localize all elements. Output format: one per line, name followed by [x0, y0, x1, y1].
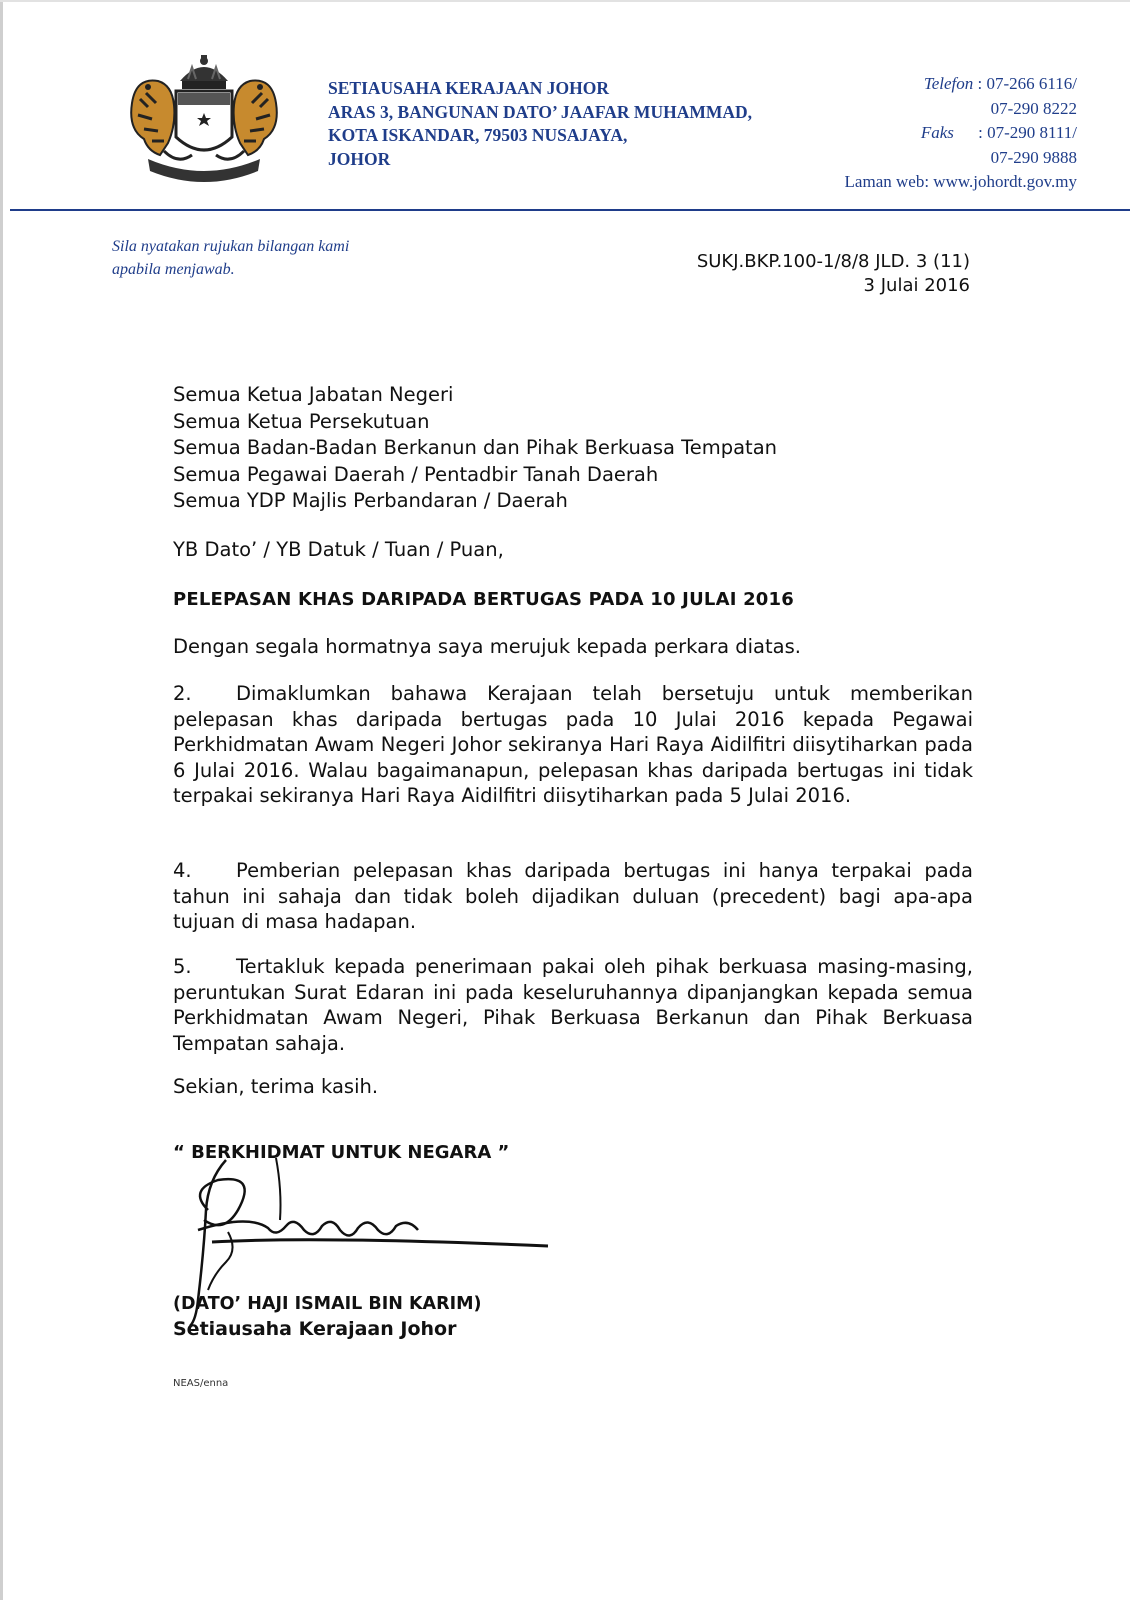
shield-icon: [176, 91, 232, 150]
letter-date: 3 Julai 2016: [863, 275, 970, 296]
right-tiger-icon: [234, 80, 277, 155]
recipient-item: Semua Pegawai Daerah / Pentadbir Tanah Daerah: [173, 462, 659, 486]
reference-number: SUKJ.BKP.100-1/8/8 JLD. 3 (11): [696, 251, 970, 272]
agency-line: SETIAUSAHA KERAJAAN JOHOR: [328, 78, 610, 98]
signer-name: (DATO’ HAJI ISMAIL BIN KARIM): [173, 1294, 482, 1314]
page-top-edge: [0, 0, 1130, 2]
faks-number-1: : 07-290 8111/: [978, 123, 1077, 142]
reference-initials: NEAS/enna: [173, 1378, 229, 1389]
reference-note: [112, 235, 442, 281]
paragraph-text: Pemberian pelepasan khas daripada bertugas ini hanya terpakai pada tahun ini sahaja dan tidak boleh dijadikan duluan (precedent) bagi apa-apa tujuan di masa hadapan.: [173, 859, 973, 934]
paragraph-text: Tertakluk kepada penerimaan pakai oleh pihak berkuasa masing-masing, peruntukan Surat Edaran ini pada keseluruhannya dipanjangkan kepada semua Perkhidmatan Awam Negeri, Pihak Berkuasa Berkanun dan Pihak Berkuasa Tempatan sahaja.: [173, 955, 973, 1055]
agency-line: JOHOR: [328, 148, 391, 169]
salutation: YB Dato’ / YB Datuk / Tuan / Puan,: [173, 538, 504, 561]
intro-paragraph: Dengan segala hormatnya saya merujuk kepada perkara diatas.: [173, 635, 801, 658]
contact-block: [780, 72, 1077, 195]
telefon-number-2: 07-290 8222: [990, 98, 1077, 118]
paragraph-number: 2.: [173, 682, 192, 705]
paragraph-2: [173, 681, 973, 809]
paragraph-4: [173, 858, 973, 935]
faks-number-2: 07-290 9888: [990, 147, 1077, 167]
telefon-label: Telefon: [923, 74, 974, 93]
faks-row: [780, 121, 1077, 146]
johor-crest-logo: [118, 55, 290, 185]
recipient-item: Semua Ketua Persekutuan: [173, 409, 430, 433]
recipient-item: Semua Ketua Jabatan Negeri: [173, 383, 454, 406]
agency-address: [328, 77, 808, 171]
scroll-icon: [148, 151, 260, 182]
recipients-list: [173, 382, 973, 515]
paragraph-text: Dimaklumkan bahawa Kerajaan telah bersetuju untuk memberikan pelepasan khas daripada bertugas pada 10 Julai 2016 kepada Pegawai Perkhidmatan Awam Negeri Johor sekiranya Hari Raya Aidilfitri diisytiharkan pada 6 Julai 2016. Walau bagaimanapun, pelepasan khas daripada bertugas ini tidak terpakai sekiranya Hari Raya Aidilfitri diisytiharkan pada 5 Julai 2016.: [173, 682, 973, 808]
reference-note-line: apabila menjawab.: [112, 261, 235, 278]
reference-note-line: Sila nyatakan rujukan bilangan kami: [112, 238, 350, 255]
agency-line: KOTA ISKANDAR, 79503 NUSAJAYA,: [328, 125, 628, 145]
telefon-number-1: : 07-266 6116/: [977, 74, 1077, 93]
recipient-item: Semua YDP Majlis Perbandaran / Daerah: [173, 489, 568, 512]
reference-block: [600, 250, 970, 298]
signer-title: Setiausaha Kerajaan Johor: [173, 1318, 457, 1340]
page-left-edge: [0, 0, 3, 1600]
paragraph-number: 5.: [173, 955, 192, 978]
website: Laman web: www.johordt.gov.my: [844, 172, 1077, 191]
subject-heading: PELEPASAN KHAS DARIPADA BERTUGAS PADA 10 JULAI 2016: [173, 589, 794, 610]
faks-label: Faks: [920, 123, 954, 142]
telefon-row: [780, 72, 1077, 97]
closing-line: Sekian, terima kasih.: [173, 1075, 379, 1098]
header-divider: [10, 209, 1130, 211]
agency-line: ARAS 3, BANGUNAN DATO’ JAAFAR MUHAMMAD,: [328, 101, 753, 122]
crown-icon: [180, 55, 228, 89]
motto: “ BERKHIDMAT UNTUK NEGARA ”: [173, 1142, 510, 1163]
paragraph-5: [173, 954, 973, 1056]
paragraph-number: 4.: [173, 859, 192, 882]
left-tiger-icon: [131, 80, 174, 155]
recipient-item: Semua Badan-Badan Berkanun dan Pihak Berkuasa Tempatan: [173, 436, 778, 459]
